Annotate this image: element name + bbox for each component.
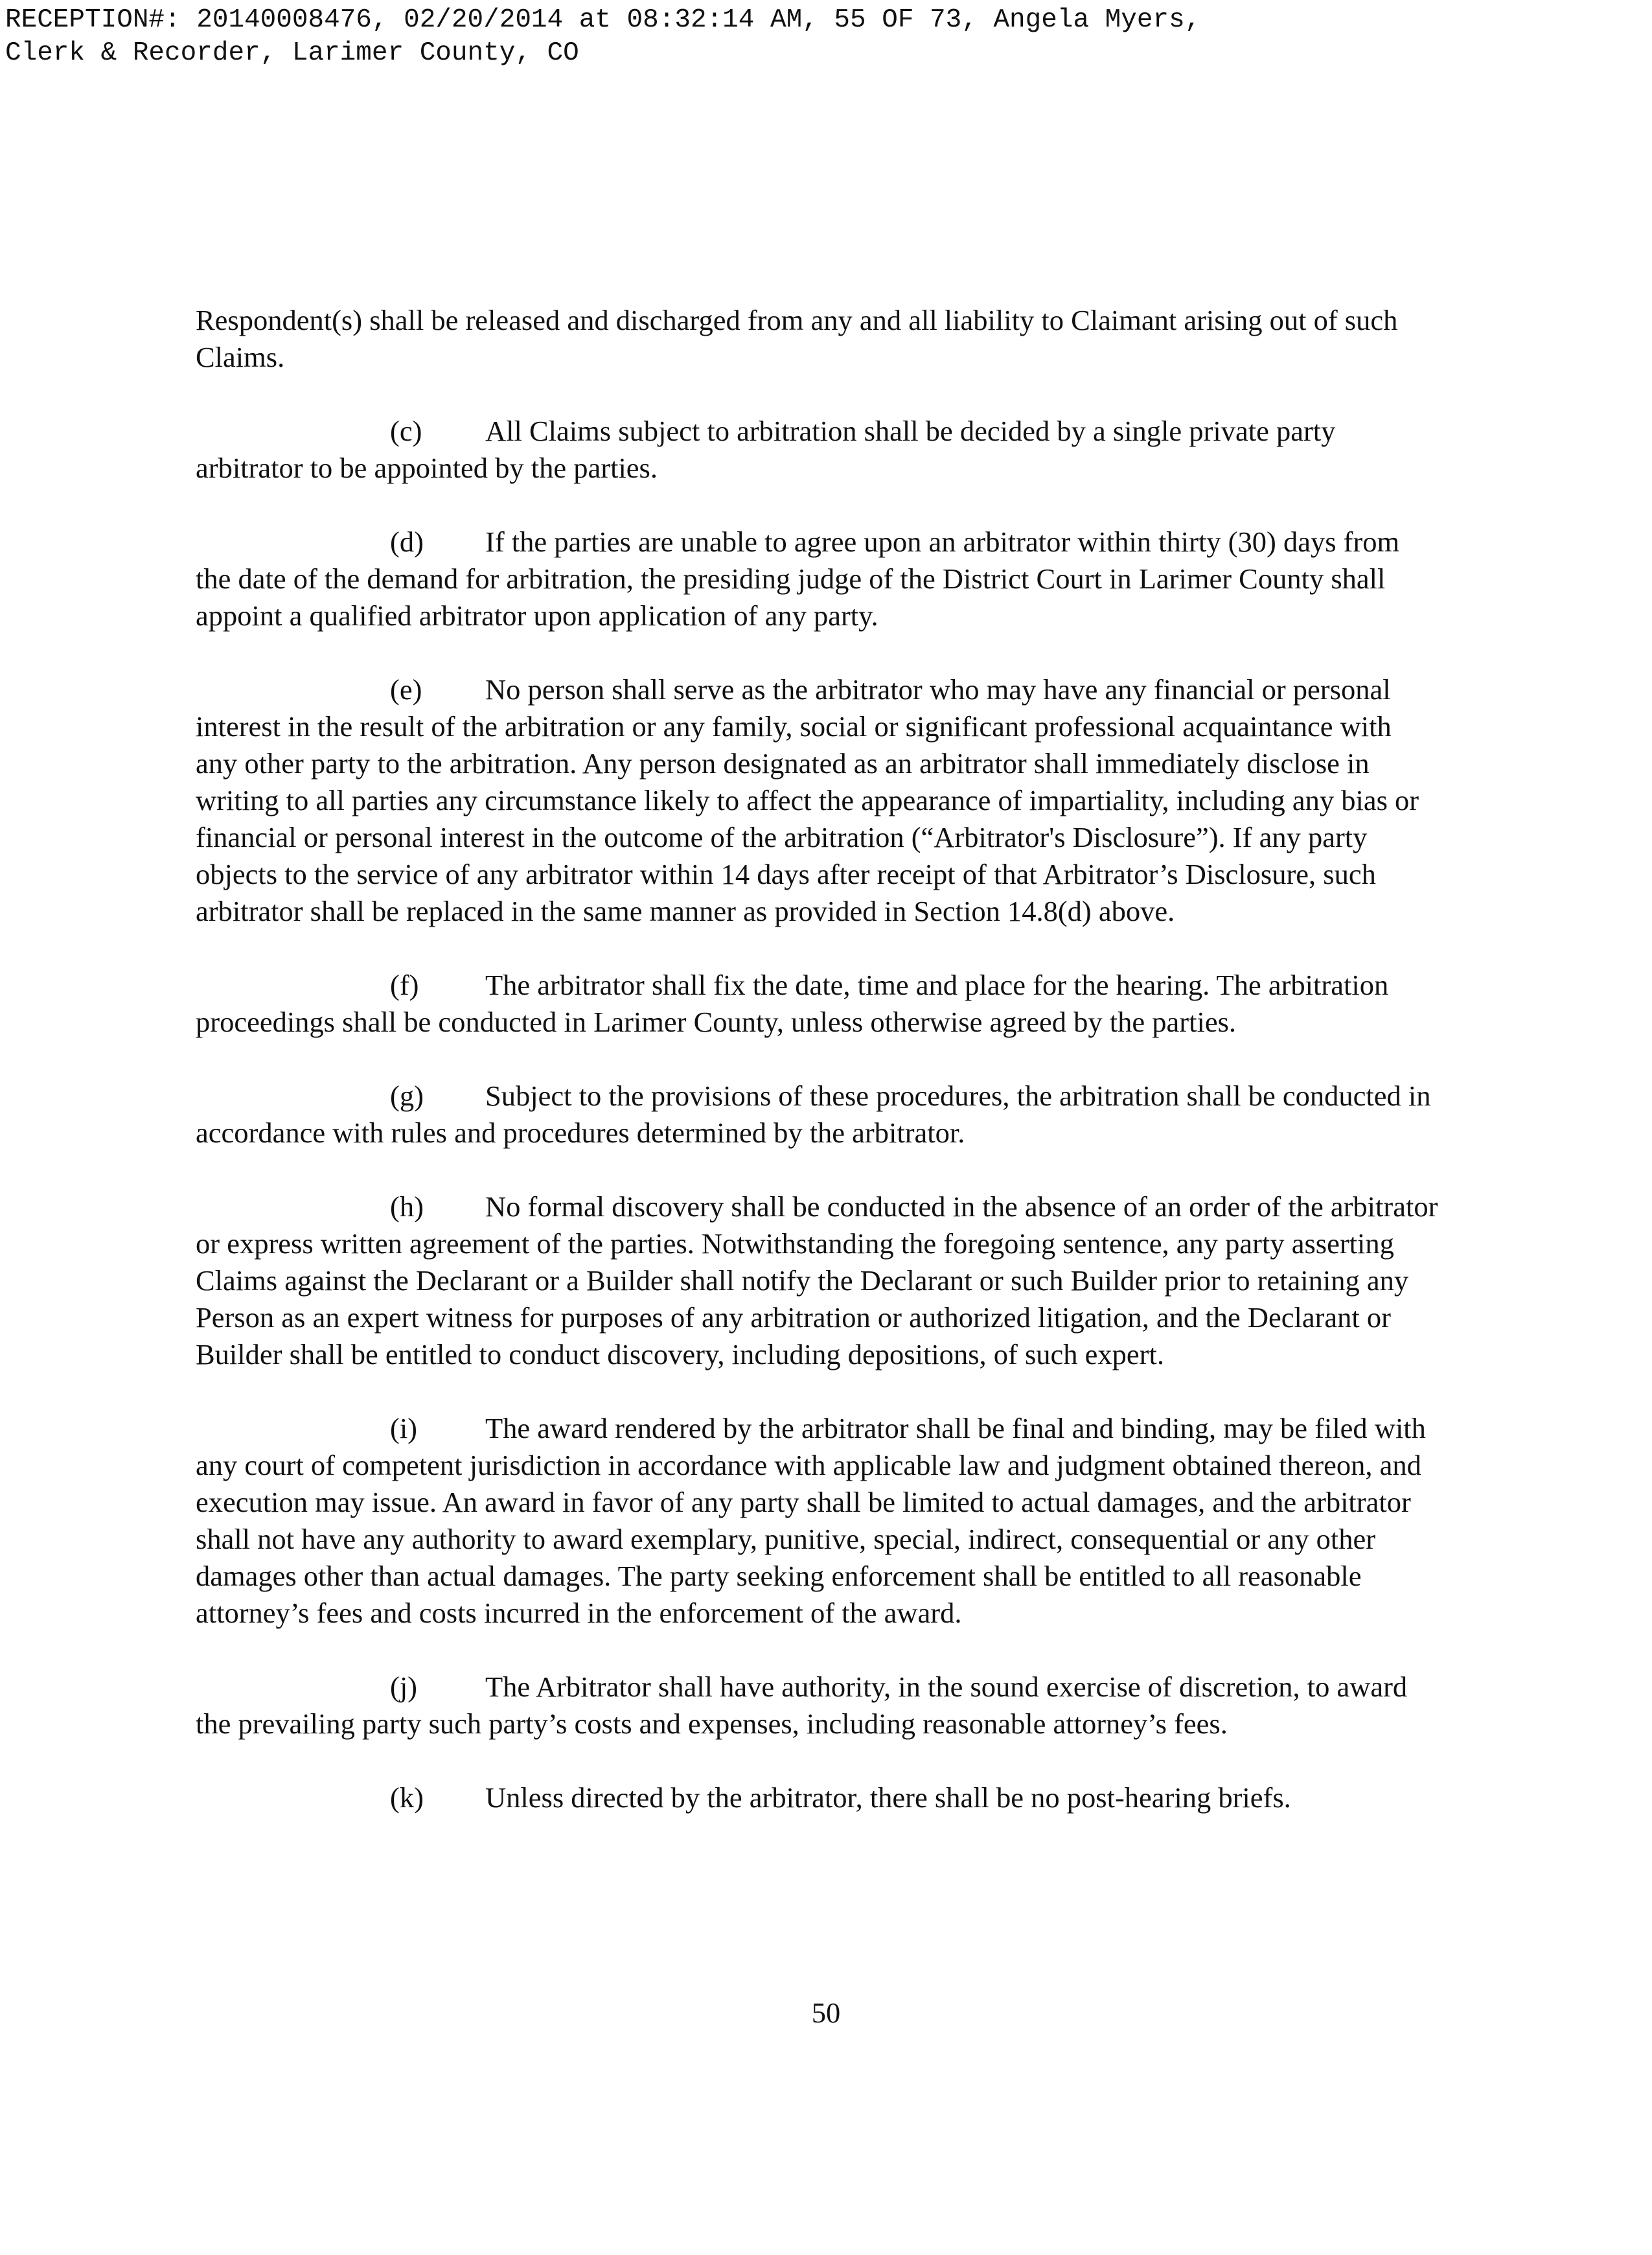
recording-stamp-line-2: Clerk & Recorder, Larimer County, CO: [5, 38, 579, 68]
paragraph-text: The arbitrator shall fix the date, time and place for the hearing. The arbitration proceedings shall be conducted in Larimer County, unless otherwise agreed by the parties.: [196, 969, 1389, 1038]
paragraph-label: (e): [390, 673, 422, 706]
paragraph-text: If the parties are unable to agree upon an arbitrator within thirty (30) days from the date of the demand for arbitration, the presiding judge of the District Court in Larimer County shall appoint a qualified arbitrator upon application of any party.: [196, 526, 1400, 632]
paragraph-j: [196, 1669, 1440, 1742]
paragraph-label: (d): [390, 526, 424, 558]
paragraph-label: (h): [390, 1190, 424, 1223]
paragraph-label: (c): [390, 415, 422, 447]
paragraph-d: [196, 524, 1440, 634]
paragraph-e: [196, 671, 1440, 930]
page-number: 50: [811, 1996, 841, 2029]
paragraph-h: [196, 1188, 1440, 1373]
paragraph-label: (g): [390, 1080, 424, 1112]
paragraph-text: Unless directed by the arbitrator, there shall be no post-hearing briefs.: [485, 1781, 1291, 1814]
paragraph-text: The award rendered by the arbitrator shall be final and binding, may be filed with any court of competent jurisdiction in accordance with applicable law and judgment obtained thereon, and execution may issue. An award in favor of any party shall be limited to actual damages, and the arbitrator shall not have any authority to award exemplary, punitive, special, indirect, consequential or any other damages other than actual damages. The party seeking enforcement shall be entitled to all reasonable attorney’s fees and costs incurred in the enforcement of the award.: [196, 1412, 1426, 1629]
paragraph-text: Subject to the provisions of these procedures, the arbitration shall be conducted in accordance with rules and procedures determined by the arbitrator.: [196, 1080, 1431, 1149]
continuation-paragraph: Respondent(s) shall be released and discharged from any and all liability to Claimant arising out of such Claims.: [196, 304, 1398, 373]
recording-stamp: [5, 4, 1200, 70]
paragraph-k: [196, 1779, 1440, 1816]
paragraph-f: [196, 967, 1440, 1041]
paragraph-text: All Claims subject to arbitration shall be decided by a single private party arbitrator to be appointed by the parties.: [196, 415, 1336, 484]
paragraph-label: (i): [390, 1412, 418, 1444]
paragraph-text: The Arbitrator shall have authority, in the sound exercise of discretion, to award the prevailing party such party’s costs and expenses, including reasonable attorney’s fees.: [196, 1671, 1408, 1740]
recording-stamp-line-1: RECEPTION#: 20140008476, 02/20/2014 at 08:32:14 AM, 55 OF 73, Angela Myers,: [5, 5, 1201, 35]
paragraph-i: [196, 1410, 1440, 1632]
paragraph-text: No person shall serve as the arbitrator who may have any financial or personal interest in the result of the arbitration or any family, social or significant professional acquaintance with any other party to the arbitration. Any person designated as an arbitrator shall immediately disclose in writing to all parties any circumstance likely to affect the appearance of impartiality, including any bias or financial or personal interest in the outcome of the arbitration (“Arbitrator's Disclosure”). If any party objects to the service of any arbitrator within 14 days after receipt of that Arbitrator’s Disclosure, such arbitrator shall be replaced in the same manner as provided in Section 14.8(d) above.: [196, 673, 1419, 927]
paragraph-label: (j): [390, 1671, 418, 1703]
paragraph-g: [196, 1078, 1440, 1151]
paragraph-label: (k): [390, 1781, 424, 1814]
document-body: [196, 302, 1440, 1853]
paragraph-text: No formal discovery shall be conducted in the absence of an order of the arbitrator or express written agreement of the parties. Notwithstanding the foregoing sentence, any party asserting Claims against the Declarant or a Builder shall notify the Declarant or such Builder prior to retaining any Person as an expert witness for purposes of any arbitration or authorized litigation, and the Declarant or Builder shall be entitled to conduct discovery, including depositions, of such expert.: [196, 1190, 1438, 1370]
paragraph-c: [196, 413, 1440, 487]
paragraph-label: (f): [390, 969, 419, 1001]
